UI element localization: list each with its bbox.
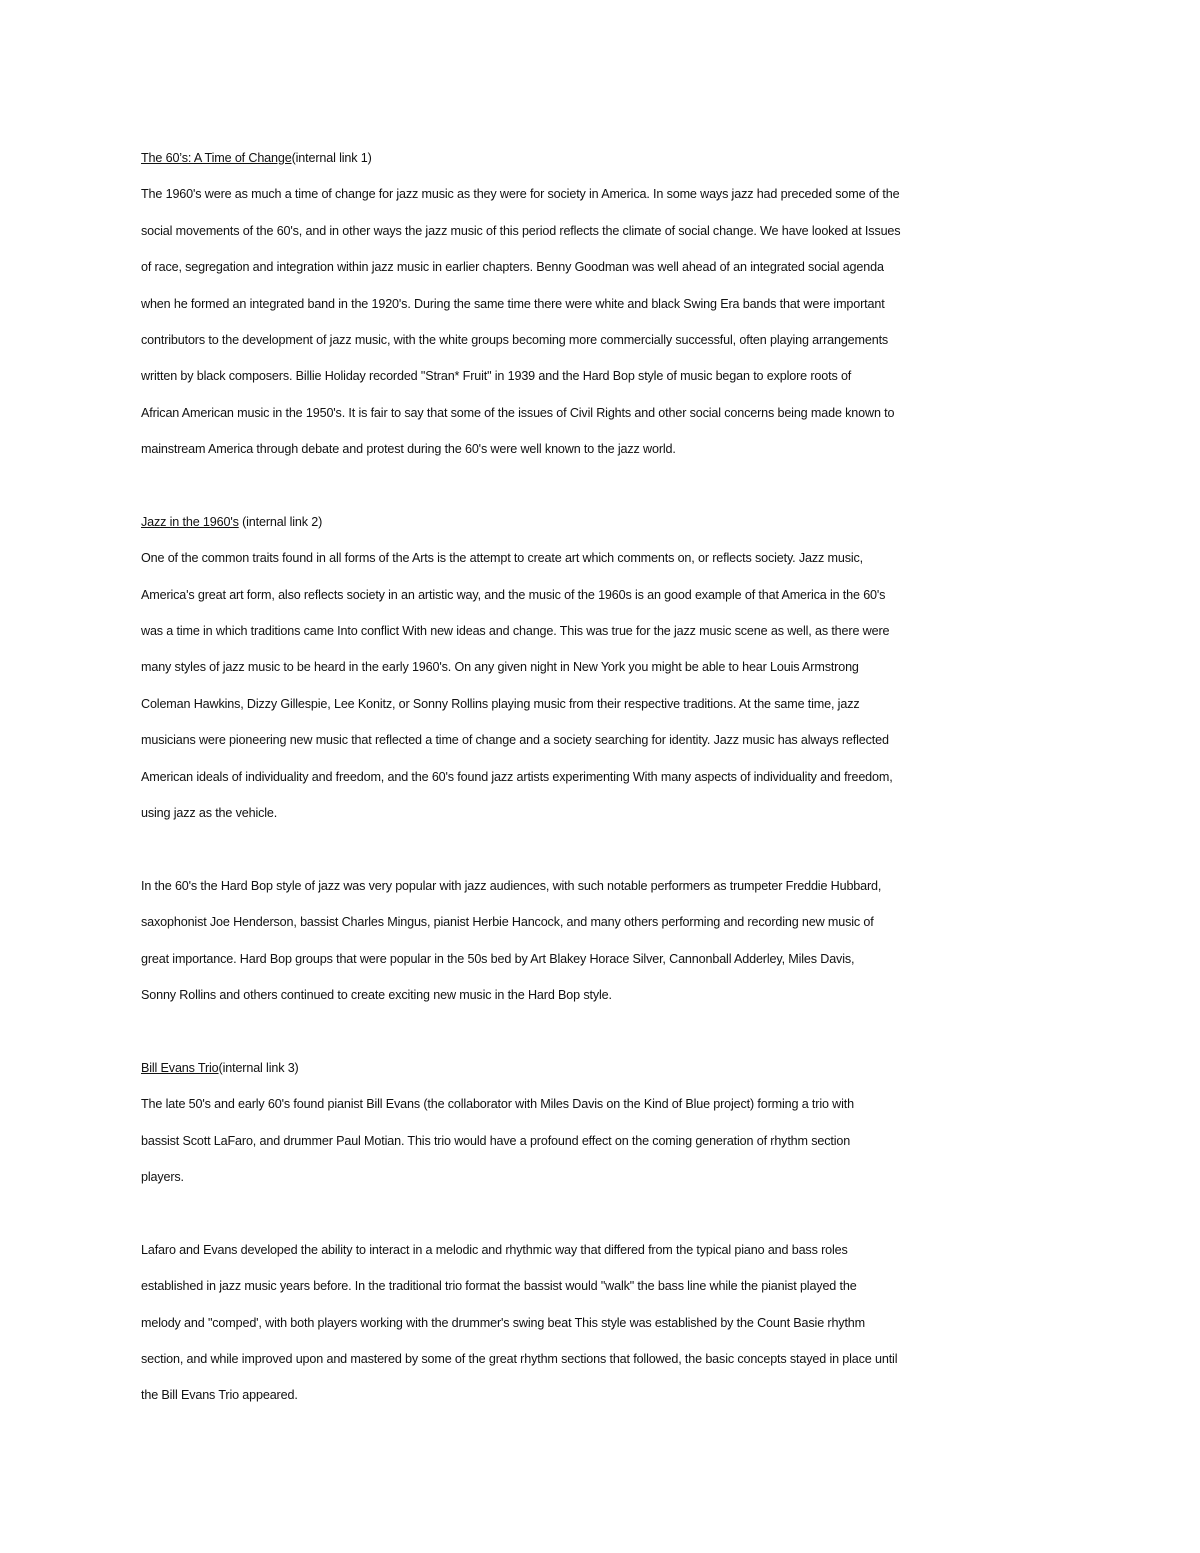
text-line: bassist Scott LaFaro, and drummer Paul Motian. This trio would have a profound effect on the coming generation of rhythm section bbox=[141, 1133, 851, 1148]
text-line: many styles of jazz music to be heard in the early 1960's. On any given night in New York you might be able to hear Louis Armstrong bbox=[141, 660, 859, 675]
blank-line bbox=[141, 1013, 1041, 1049]
paragraph bbox=[141, 1232, 1041, 1414]
text-line: In the 60's the Hard Bop style of jazz was very popular with jazz audiences, with such notable performers as trumpeter Freddie Hubbard, bbox=[141, 878, 882, 893]
text-line: saxophonist Joe Henderson, bassist Charles Mingus, pianist Herbie Hancock, and many others performing and recording new music of bbox=[141, 915, 874, 930]
blank-line bbox=[141, 831, 1041, 867]
text-line: One of the common traits found in all forms of the Arts is the attempt to create art which comments on, or reflects society. Jazz music, bbox=[141, 551, 863, 566]
text-line: America's great art form, also reflects society in an artistic way, and the music of the 1960s is an good example of that America in the 60's bbox=[141, 587, 886, 602]
text-line: when he formed an integrated band in the 1920's. During the same time there were white and black Swing Era bands that were important bbox=[141, 296, 885, 311]
section-heading-2 bbox=[141, 504, 1041, 540]
section-heading-3 bbox=[141, 1050, 1041, 1086]
blank-line bbox=[141, 1195, 1041, 1231]
text-line: Lafaro and Evans developed the ability to interact in a melodic and rhythmic way that differed from the typical piano and bass roles bbox=[141, 1242, 848, 1257]
text-line: established in jazz music years before. In the traditional trio format the bassist would "walk" the bass line while the pianist played the bbox=[141, 1279, 857, 1294]
paragraph bbox=[141, 868, 1041, 1014]
paragraph bbox=[141, 1086, 1041, 1195]
text-line: contributors to the development of jazz music, with the white groups becoming more commercially successful, often playing arrangements bbox=[141, 332, 889, 347]
section-title-suffix: (internal link 1) bbox=[291, 151, 372, 165]
text-line: American ideals of individuality and freedom, and the 60's found jazz artists experimenting With many aspects of individuality and freedom, bbox=[141, 769, 893, 784]
text-line: great importance. Hard Bop groups that were popular in the 50s bed by Art Blakey Horace Silver, Cannonball Adderley, Miles Davis, bbox=[141, 951, 855, 966]
text-line: using jazz as the vehicle. bbox=[141, 806, 278, 821]
text-line: section, and while improved upon and mastered by some of the great rhythm sections that followed, the basic concepts stayed in place until bbox=[141, 1351, 898, 1366]
text-line: The 1960's were as much a time of change for jazz music as they were for society in America. In some ways jazz had preceded some of the bbox=[141, 187, 900, 202]
text-line: The late 50's and early 60's found pianist Bill Evans (the collaborator with Miles Davis on the Kind of Blue project) forming a trio with bbox=[141, 1097, 854, 1112]
text-line: of race, segregation and integration within jazz music in earlier chapters. Benny Goodman was well ahead of an integrated social agenda bbox=[141, 260, 884, 275]
section-title-link[interactable]: Jazz in the 1960's bbox=[141, 514, 239, 529]
blank-line bbox=[141, 468, 1041, 504]
section-title-suffix: (internal link 3) bbox=[218, 1060, 299, 1075]
text-line: melody and "comped', with both players working with the drummer's swing beat This style was established by the Count Basie rhythm bbox=[141, 1315, 865, 1330]
text-line: written by black composers. Billie Holiday recorded "Stran* Fruit" in 1939 and the Hard Bop style of music began to explore roots of bbox=[141, 369, 852, 384]
text-line: mainstream America through debate and protest during the 60's were well known to the jazz world. bbox=[141, 442, 676, 457]
text-line: social movements of the 60's, and in other ways the jazz music of this period reflects the climate of social change. We have looked at Issues bbox=[141, 223, 901, 238]
text-line: Coleman Hawkins, Dizzy Gillespie, Lee Konitz, or Sonny Rollins playing music from their respective traditions. At the same time, jazz bbox=[141, 696, 860, 711]
section-title-link[interactable]: Bill Evans Trio bbox=[141, 1060, 219, 1075]
section-title-suffix: (internal link 2) bbox=[238, 514, 323, 529]
text-line: musicians were pioneering new music that reflected a time of change and a society searching for identity. Jazz music has always reflected bbox=[141, 733, 889, 748]
paragraph bbox=[141, 540, 1041, 831]
text-line: was a time in which traditions came Into conflict With new ideas and change. This was true for the jazz music scene as well, as there were bbox=[141, 624, 890, 639]
section-heading-1 bbox=[141, 140, 1041, 176]
text-line: the Bill Evans Trio appeared. bbox=[141, 1388, 298, 1403]
section-title-link[interactable]: The 60’s: A Time of Change bbox=[141, 151, 292, 165]
text-line: players. bbox=[141, 1169, 184, 1184]
text-line: Sonny Rollins and others continued to create exciting new music in the Hard Bop style. bbox=[141, 987, 612, 1002]
text-line: African American music in the 1950's. It is fair to say that some of the issues of Civil Rights and other social concerns being made known to bbox=[141, 405, 895, 420]
document-page bbox=[141, 140, 1041, 1414]
paragraph bbox=[141, 176, 1041, 467]
